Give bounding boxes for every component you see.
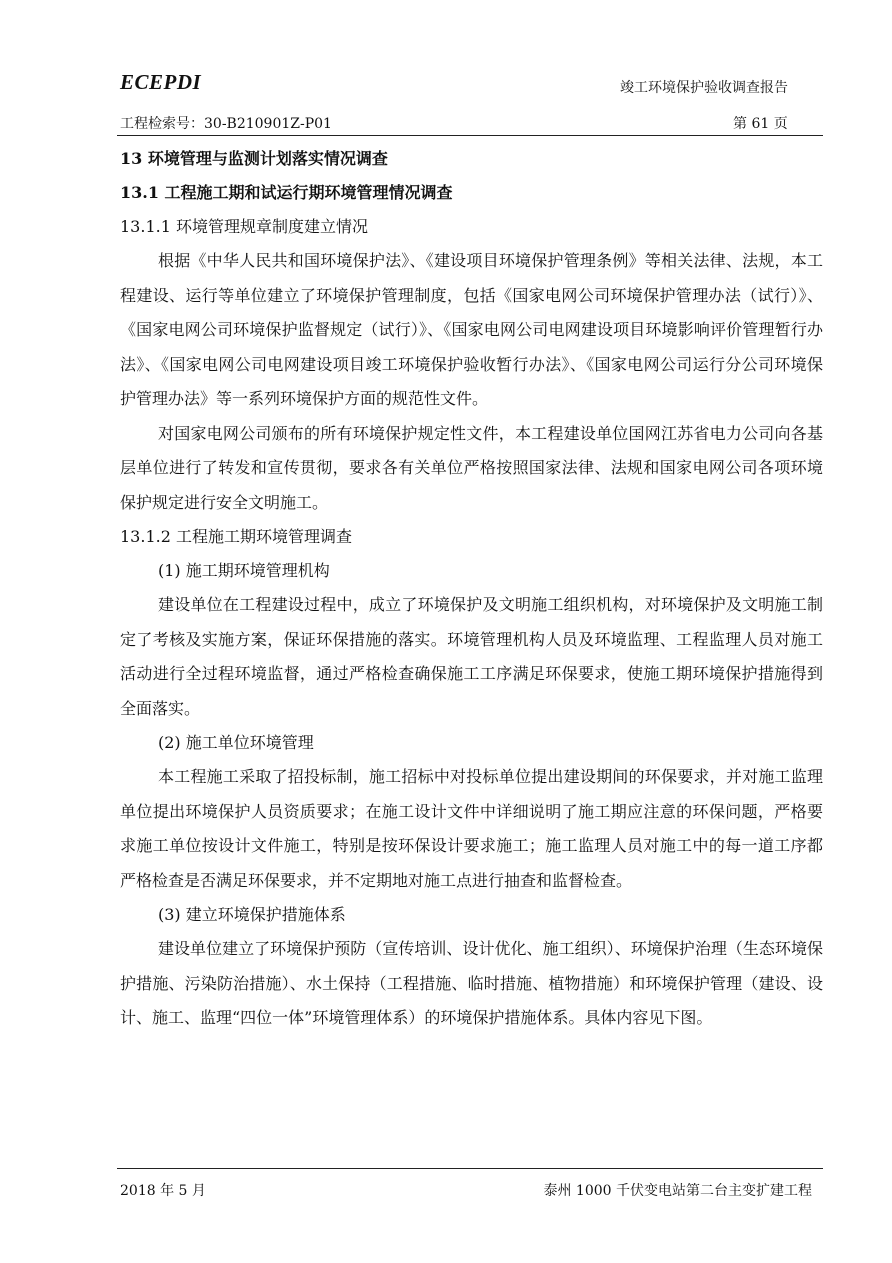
project-index-number: 工程检索号：30-B210901Z-P01	[120, 116, 332, 132]
subsection-heading-construction: 13.1.2 工程施工期环境管理调查	[120, 527, 352, 546]
list-item-protection-system: (3) 建立环境保护措施体系	[158, 905, 346, 924]
footer-date: 2018 年 5 月	[120, 1183, 206, 1199]
page-body	[120, 142, 823, 1036]
paragraph-management-organization: 建设单位在工程建设过程中，成立了环境保护及文明施工组织机构，对环境保护及文明施工制定了考核及实施方案，保证环保措施的落实。环境管理机构人员及环境监理、工程监理人员对施工活动进行全过程环境监督，通过严格检查确保施工工序满足环保要求，使施工期环境保护措施得到全面落实。	[120, 595, 823, 718]
page-number: 第 61 页	[733, 116, 788, 132]
paragraph-regulations: 根据《中华人民共和国环境保护法》、《建设项目环境保护管理条例》等相关法律、法规，本工程建设、运行等单位建立了环境保护管理制度，包括《国家电网公司环境保护管理办法（试行）》、《国家电网公司环境保护监督规定（试行）》、《国家电网公司电网建设项目环境影响评价管理暂行办法》、《国家电网公司电网建设项目竣工环境保护验收暂行办法》、《国家电网公司运行分公司环境保护管理办法》等一系列环境保护方面的规范性文件。	[120, 251, 823, 408]
paragraph-contractor-management: 本工程施工采取了招投标制，施工招标中对投标单位提出建设期间的环保要求，并对施工监理单位提出环境保护人员资质要求；在施工设计文件中详细说明了施工期应注意的环保问题，严格要求施工单位按设计文件施工，特别是按环保设计要求施工；施工监理人员对施工中的每一道工序都严格检查是否满足环保要求，并不定期地对施工点进行抽查和监督检查。	[120, 767, 823, 890]
list-item-contractor-management: (2) 施工单位环境管理	[158, 733, 314, 752]
report-title: 竣工环境保护验收调查报告	[620, 80, 788, 96]
company-logo: ECEPDI	[120, 70, 202, 94]
subsection-heading-regulations: 13.1.1 环境管理规章制度建立情况	[120, 217, 368, 236]
header-divider	[117, 135, 823, 136]
paragraph-protection-system: 建设单位建立了环境保护预防（宣传培训、设计优化、施工组织）、环境保护治理（生态环境保护措施、污染防治措施）、水土保持（工程措施、临时措施、植物措施）和环境保护管理（建设、设计、施工、监理“四位一体”环境管理体系）的环境保护措施体系。具体内容见下图。	[120, 939, 823, 1027]
paragraph-dissemination: 对国家电网公司颁布的所有环境保护规定性文件，本工程建设单位国网江苏省电力公司向各基层单位进行了转发和宣传贯彻，要求各有关单位严格按照国家法律、法规和国家电网公司各项环境保护规定进行安全文明施工。	[120, 423, 823, 512]
footer-project-name: 泰州 1000 千伏变电站第二台主变扩建工程	[543, 1183, 812, 1199]
section-heading: 13.1 工程施工期和试运行期环境管理情况调查	[120, 183, 453, 202]
list-item-management-organization: (1) 施工期环境管理机构	[158, 561, 330, 580]
footer-divider	[117, 1168, 823, 1169]
chapter-heading: 13 环境管理与监测计划落实情况调查	[120, 149, 388, 168]
